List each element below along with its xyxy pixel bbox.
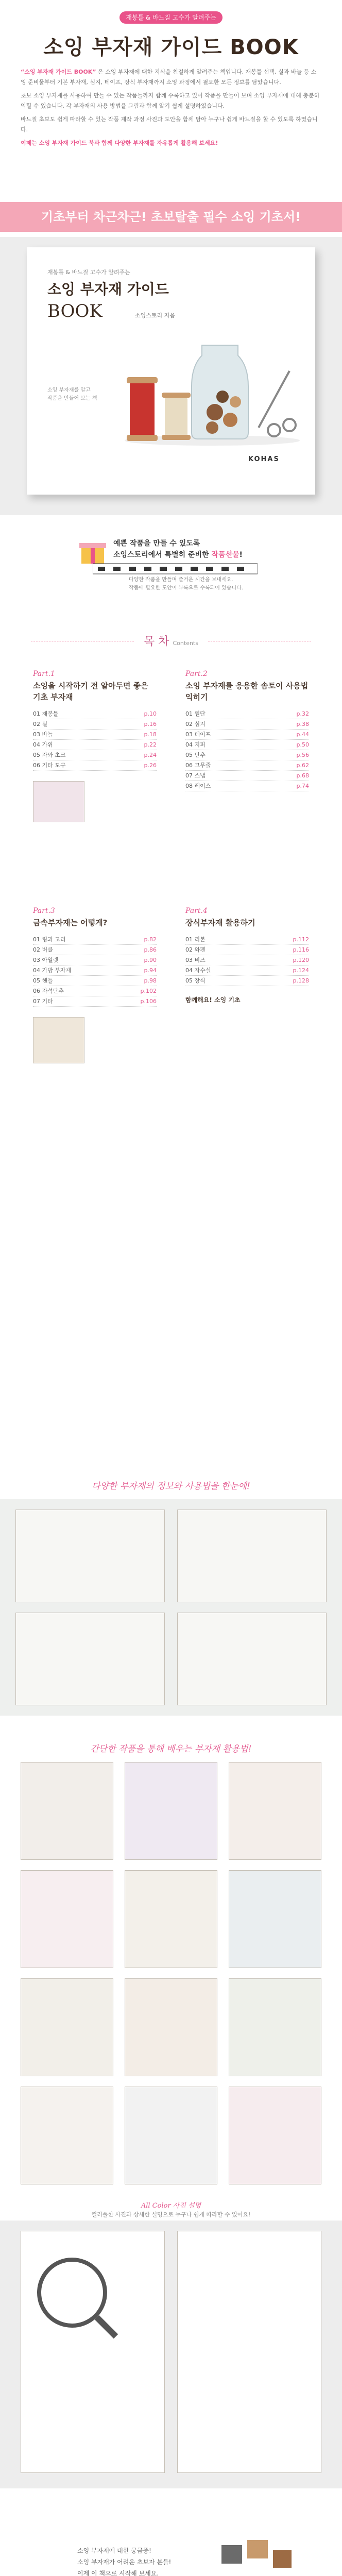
- item-photo-10: [21, 2087, 113, 2184]
- book-blurb-1: 소잉 부자재를 알고: [47, 387, 91, 393]
- part-title: 금속부자재는 어떻게?: [33, 918, 108, 927]
- list-item: 03 아일렛 p.90: [33, 955, 157, 965]
- book-subtitle: 재봉틀 & 바느질 고수가 알려주는: [47, 269, 130, 276]
- list-item: 02 와펜 p.116: [185, 945, 309, 955]
- list-item: 05 단추 p.56: [185, 750, 309, 760]
- intro-line-2: 초보 소잉 부자재를 사용하여 만들 수 있는 작품들까지 함께 수록하고 있어 작품을 만들어 보며 소잉 부자재에 대해 충분히 익힐 수 있습니다. 각 부자재의 사용 방법을 그림과 함께 알기 쉽게 설명하였습니다.: [21, 92, 320, 109]
- item-photo-11: [125, 2087, 217, 2184]
- publisher-logo: KOHAS: [248, 455, 280, 463]
- list-item: 07 기타 p.106: [33, 996, 157, 1007]
- intro-line-1: 은 소잉 부자재에 대한 지식을 친절하게 알려주는 책입니다. 재봉틀 선택, 실과 바늘 등 소잉 준비물부터 기본 부자재, 심지, 테이프, 장식 부자재까지 소잉 과정에서 필요한 모든 정보를 담았습니다.: [21, 69, 317, 86]
- contents-part-3: [33, 907, 157, 1063]
- subtitle-pill: 재봉틀 & 바느질 고수가 알려주는: [119, 11, 223, 24]
- part-3-thumbnail: [33, 1017, 84, 1063]
- item-photo-1: [21, 1762, 113, 1860]
- gift-tag-icon: [77, 536, 108, 567]
- part-number: Part.4: [185, 907, 208, 915]
- list-item: 01 재봉틀 p.10: [33, 709, 157, 719]
- closing-line-3: 이제 이 책으로 시작해 보세요.: [77, 2570, 159, 2576]
- item-photo-12: [229, 2087, 321, 2184]
- item-photo-6: [229, 1870, 321, 1968]
- part-1-thumbnail: [33, 781, 84, 822]
- part-number: Part.2: [185, 670, 208, 678]
- item-photo-3: [229, 1762, 321, 1860]
- contents-heading: 목 차: [144, 635, 169, 648]
- list-item: 03 바늘 p.18: [33, 730, 157, 740]
- spread-image-1: [15, 1510, 165, 1602]
- contents-title: [0, 633, 342, 649]
- gift-note-2: 작품에 필요한 도안이 부록으로 수록되어 있습니다.: [129, 585, 243, 591]
- item-photo-4: [21, 1870, 113, 1968]
- list-item: 04 자수실 p.124: [185, 965, 309, 976]
- item-photo-7: [21, 1978, 113, 2076]
- spread-image-3: [15, 1613, 165, 1705]
- list-item: 02 실 p.16: [33, 719, 157, 730]
- page-title: 소잉 부자재 가이드 BOOK: [43, 36, 299, 59]
- intro-line-3: 바느질 초보도 쉽게 따라할 수 있는 작품 제작 과정 사진과 도안을 함께 담아 누구나 쉽게 바느질을 할 수 있도록 하였습니다.: [21, 116, 318, 133]
- detail-page-right: [177, 2231, 321, 2473]
- spreads-heading: 다양한 부자재의 정보와 사용법을 한눈에!: [92, 1481, 250, 1492]
- part-items: [33, 935, 157, 1007]
- book-cover-section: [0, 237, 342, 515]
- item-photo-8: [125, 1978, 217, 2076]
- book-author: 소잉스토리 지음: [135, 312, 175, 319]
- part-title: 장식부자재 활용하기: [185, 918, 255, 927]
- gift-line-2b: !: [239, 551, 243, 559]
- intro-highlight: “소잉 부자재 가이드 BOOK”: [21, 69, 96, 75]
- ribbon-banner-image: [93, 563, 258, 575]
- list-item: 04 가방 부자재 p.94: [33, 965, 157, 976]
- contents-part-4: [185, 907, 309, 1004]
- sewing-still-life-image: [119, 325, 305, 448]
- part-number: Part.3: [33, 907, 55, 915]
- list-item: 05 핸들 p.98: [33, 976, 157, 986]
- list-item: 03 테이프 p.44: [185, 730, 309, 740]
- gift-line-1: 예쁜 작품을 만들 수 있도록: [113, 539, 200, 548]
- items-section: [0, 1762, 342, 2195]
- closing-line-1: 소잉 부자재에 대한 궁금증!: [77, 2547, 151, 2554]
- spread-image-4: [177, 1613, 327, 1705]
- list-item: 02 심지 p.38: [185, 719, 309, 730]
- list-item: 02 버클 p.86: [33, 945, 157, 955]
- list-item: 07 스냅 p.68: [185, 771, 309, 781]
- spread-image-2: [177, 1510, 327, 1602]
- book-title-eng: BOOK: [47, 301, 102, 321]
- part-number: Part.1: [33, 670, 55, 678]
- intro-section: [0, 0, 342, 201]
- list-item: 04 가위 p.22: [33, 740, 157, 750]
- list-item: 01 원단 p.32: [185, 709, 309, 719]
- list-item: 01 링과 고리 p.82: [33, 935, 157, 945]
- item-photo-5: [125, 1870, 217, 1968]
- list-item: 06 기타 도구 p.26: [33, 760, 157, 771]
- list-item: 04 지퍼 p.50: [185, 740, 309, 750]
- contents-part-1: [33, 670, 157, 822]
- tagline-text: 기초부터 차근차근! 초보탈출 필수 소잉 기초서!: [41, 210, 301, 224]
- intro-line-4: 이제는 소잉 부자재 가이드 북과 함께 다양한 부자재를 자유롭게 활용해 보세요!: [21, 140, 218, 146]
- list-item: 06 고무줄 p.62: [185, 760, 309, 771]
- part-items: [33, 709, 157, 771]
- magnifier-icon: [31, 2251, 118, 2339]
- item-photo-2: [125, 1762, 217, 1860]
- gift-section: [0, 520, 342, 613]
- part-title: 소잉 부자재를 응용한 솜토이 사용법 익히기: [185, 681, 309, 702]
- gift-note-1: 다양한 작품을 만들며 즐거운 시간을 보내세요.: [129, 577, 233, 583]
- intro-text: [21, 67, 321, 151]
- list-item: 03 비즈 p.120: [185, 955, 309, 965]
- part-items: [185, 709, 309, 791]
- gift-note: [129, 576, 243, 592]
- list-item: 05 장식 p.128: [185, 976, 309, 986]
- spreads-section: [0, 1499, 342, 1716]
- sewing-notions-image: [216, 2535, 299, 2576]
- contents-subheading: Contents: [173, 640, 198, 647]
- contents-header: [0, 623, 342, 659]
- bonus-title: 함께해요! 소잉 기초: [185, 996, 241, 1004]
- list-item: 05 자와 초크 p.24: [33, 750, 157, 760]
- gift-line-2a: 소잉스토리에서 특별히 준비한: [113, 551, 209, 559]
- detail-subheading: 컬러풀한 사진과 상세한 설명으로 누구나 쉽게 따라할 수 있어요!: [91, 2211, 251, 2218]
- list-item: 01 리본 p.112: [185, 935, 309, 945]
- gift-line-2: [113, 549, 243, 560]
- book-blurb-2: 작품을 만들어 보는 책: [47, 396, 97, 401]
- contents-part-2: [185, 670, 309, 791]
- detail-heading: All Color 사진 설명: [141, 2202, 201, 2210]
- part-items: [185, 935, 309, 986]
- gift-highlight: 작품선물: [211, 551, 240, 559]
- book-title: 소잉 부자재 가이드: [47, 281, 169, 298]
- book-cover: [27, 247, 315, 495]
- closing-section: [0, 2514, 342, 2576]
- book-blurb: [47, 386, 97, 403]
- list-item: 08 레이스 p.74: [185, 781, 309, 791]
- part-title: 소잉을 시작하기 전 알아두면 좋은 기초 부자재: [33, 681, 148, 702]
- detail-section: [0, 2221, 342, 2488]
- list-item: 06 자석단추 p.102: [33, 986, 157, 996]
- tagline-band: [0, 202, 342, 232]
- closing-line-2: 소잉 부자재가 어려운 초보자 분들!: [77, 2558, 172, 2566]
- item-photo-9: [229, 1978, 321, 2076]
- items-heading: 간단한 작품을 통해 배우는 부자재 활용법!: [90, 1744, 252, 1754]
